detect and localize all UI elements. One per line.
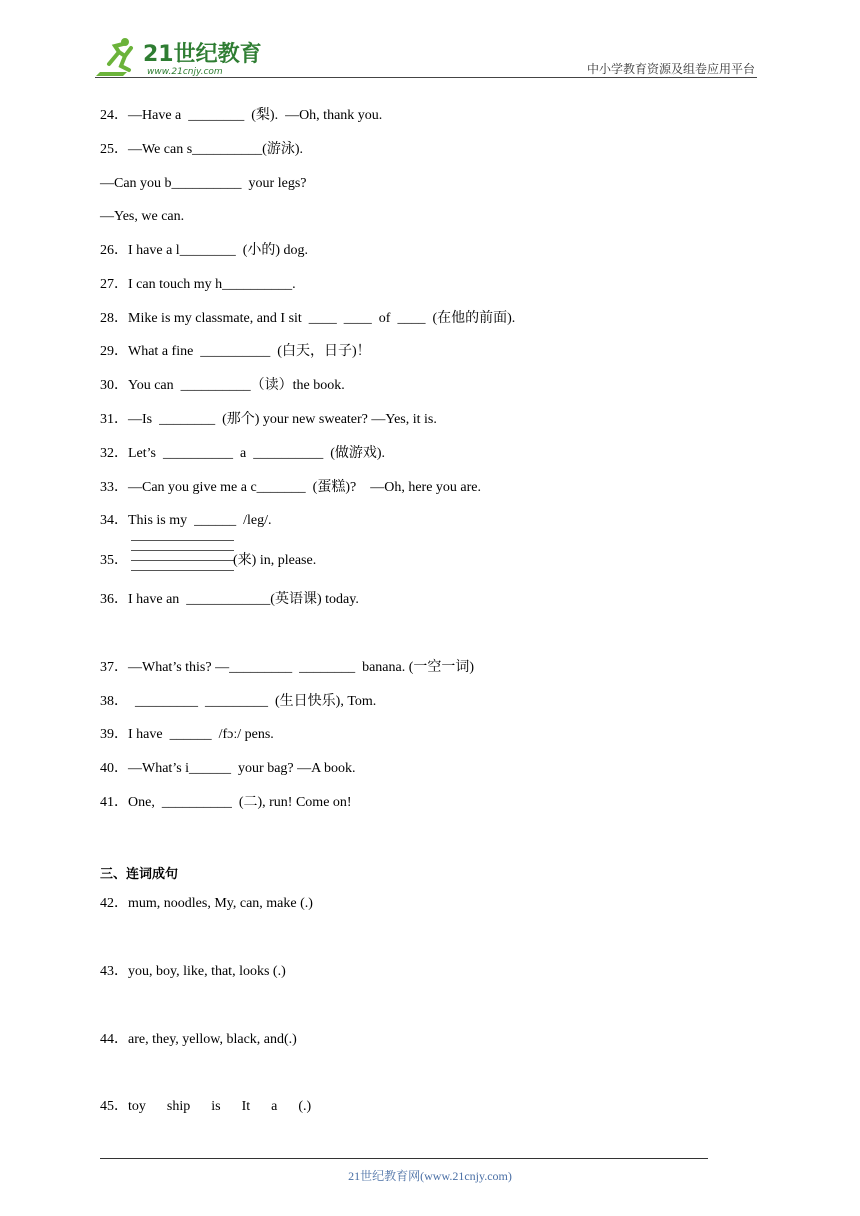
question-27: 27．I can touch my h__________. <box>100 277 296 292</box>
question-42: 42．mum, noodles, My, can, make (.) <box>100 896 313 911</box>
question-37: 37．—What’s this? —_________ ________ banana. (一空一词) <box>100 660 475 675</box>
footer-divider <box>100 1158 708 1159</box>
section-3-title: 三、连词成句 <box>100 867 179 882</box>
question-30: 30．You can __________（读）the book. <box>100 378 345 393</box>
svg-text:www.21cnjy.com: www.21cnjy.com <box>147 67 223 77</box>
question-25-line-3: —Yes, we can. <box>100 209 185 224</box>
question-43: 43．you, boy, like, that, looks (.) <box>100 964 286 979</box>
question-39: 39．I have ______ /fɔː/ pens. <box>100 727 274 742</box>
svg-text:21世纪教育: 21世纪教育 <box>143 42 262 67</box>
question-44: 44．are, they, yellow, black, and(.) <box>100 1032 297 1047</box>
question-35: 35． (来) in, please. <box>100 553 317 568</box>
question-25-line-2: —Can you b__________ your legs? <box>100 176 307 191</box>
question-36: 36．I have an ____________(英语课) today. <box>100 592 359 607</box>
question-26: 26．I have a l________ (小的) dog. <box>100 243 309 258</box>
header-divider <box>95 77 757 78</box>
question-41: 41．One, __________ (二), run! Come on! <box>100 795 352 810</box>
footer-text: 21世纪教育网(www.21cnjy.com) <box>348 1169 512 1183</box>
header-platform-text: 中小学教育资源及组卷应用平台 <box>586 62 755 76</box>
question-31: 31．—Is ________ (那个) your new sweater? —Yes, it is. <box>100 412 437 427</box>
question-24: 24．—Have a ________ (梨). —Oh, thank you. <box>100 108 383 123</box>
question-45: 45．toy ship is It a (.) <box>100 1099 312 1114</box>
question-32: 32．Let’s __________ a __________ (做游戏). <box>100 446 386 461</box>
question-25: 25．—We can s__________(游泳). <box>100 142 304 157</box>
question-40: 40．—What’s i______ your bag? —A book. <box>100 761 356 776</box>
question-34: 34．This is my ______ /leg/. <box>100 513 272 528</box>
question-33: 33．—Can you give me a c_______ (蛋糕)? —Oh, here you are. <box>100 480 482 495</box>
question-29: 29．What a fine __________ (白天，日子)！ <box>100 344 371 359</box>
question-38: 38． _________ _________ (生日快乐), Tom. <box>100 694 377 709</box>
site-logo <box>95 34 265 78</box>
page-header <box>95 32 757 78</box>
question-28: 28．Mike is my classmate, and I sit ____ ____ of ____ (在他的前面). <box>100 311 516 326</box>
